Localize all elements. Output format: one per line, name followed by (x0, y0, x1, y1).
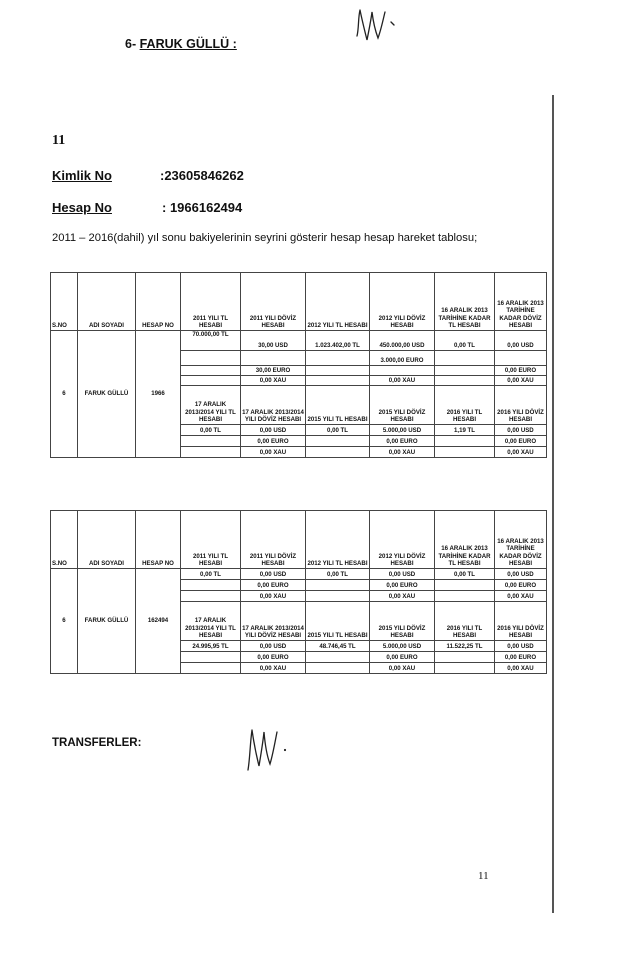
cell (306, 447, 370, 458)
cell: 0,00 USD (241, 425, 306, 436)
cell (306, 351, 370, 366)
col-16aralik-tl: 16 ARALIK 2013 TARİHİNE KADAR TL HESABI (435, 273, 495, 331)
cell (306, 366, 370, 376)
hesap-value: : 1966162494 (162, 200, 243, 215)
cell: 48.746,45 TL (306, 641, 370, 652)
cell: 24.995,95 TL (181, 641, 241, 652)
balance-table-1 (50, 272, 547, 458)
col-adi: ADI SOYADI (78, 511, 136, 569)
col-sno: S.NO (51, 511, 78, 569)
table-header-row (51, 511, 547, 569)
cell: 0,00 XAU (241, 663, 306, 674)
signature-mark-top (345, 6, 415, 52)
col-2012-doviz: 2012 YILI DÖVİZ HESABI (370, 511, 435, 569)
col-2011-tl: 2011 YILI TL HESABI (181, 273, 241, 331)
cell (435, 436, 495, 447)
cell: 0,00 EURO (241, 436, 306, 447)
cell (306, 376, 370, 386)
hesap-line (52, 200, 242, 215)
cell (181, 366, 241, 376)
cell: 0,00 EURO (370, 652, 435, 663)
cell (435, 366, 495, 376)
kimlik-line (52, 168, 244, 183)
signature-mark-bottom (240, 722, 310, 778)
col-2012-tl: 2012 YILI TL HESABI (306, 273, 370, 331)
cell (435, 591, 495, 602)
col-2011-tl: 2011 YILI TL HESABI (181, 511, 241, 569)
cell (306, 436, 370, 447)
table-row (51, 569, 547, 580)
col-2011-doviz: 2011 YILI DÖVİZ HESABI (241, 511, 306, 569)
heading-name: FARUK GÜLLÜ : (139, 37, 237, 51)
cell (306, 591, 370, 602)
col-2016-doviz: 2016 YILI DÖVİZ HESABI (495, 386, 547, 425)
section-number: 11 (52, 133, 66, 148)
col-17aralik-tl: 17 ARALIK 2013/2014 YILI TL HESABI (181, 386, 241, 425)
row-account: 162494 (136, 569, 181, 674)
row-sno: 6 (51, 569, 78, 674)
cell: 0,00 TL (181, 425, 241, 436)
cell (435, 652, 495, 663)
cell: 0,00 XAU (241, 447, 306, 458)
col-2015-doviz: 2015 YILI DÖVİZ HESABI (370, 386, 435, 425)
cell: 30,00 EURO (241, 366, 306, 376)
cell: 0,00 EURO (495, 436, 547, 447)
row-account: 1966 (136, 331, 181, 458)
cell: 70.000,00 TL (181, 331, 241, 351)
cell: 30,00 USD (241, 331, 306, 351)
cell: 450.000,00 USD (370, 331, 435, 351)
cell: 0,00 EURO (495, 366, 547, 376)
cell: 0,00 XAU (370, 591, 435, 602)
hesap-label: Hesap No (52, 200, 112, 215)
table-row (51, 331, 547, 351)
cell: 0,00 XAU (495, 376, 547, 386)
col-2012-tl: 2012 YILI TL HESABI (306, 511, 370, 569)
cell: 0,00 EURO (241, 580, 306, 591)
cell (435, 376, 495, 386)
cell: 0,00 USD (495, 425, 547, 436)
cell (306, 580, 370, 591)
col-17aralik-doviz: 17 ARALIK 2013/2014 YILI DÖVİZ HESABI (241, 386, 306, 425)
col-adi: ADI SOYADI (78, 273, 136, 331)
cell: 0,00 USD (241, 641, 306, 652)
col-17aralik-tl: 17 ARALIK 2013/2014 YILI TL HESABI (181, 602, 241, 641)
col-16aralik-doviz: 16 ARALIK 2013 TARİHİNE KADAR DÖVİZ HESABI (495, 511, 547, 569)
cell (241, 351, 306, 366)
cell: 0,00 XAU (370, 376, 435, 386)
cell: 0,00 TL (435, 569, 495, 580)
cell: 0,00 EURO (495, 580, 547, 591)
col-2012-doviz: 2012 YILI DÖVİZ HESABI (370, 273, 435, 331)
cell: 5.000,00 USD (370, 641, 435, 652)
cell: 0,00 XAU (370, 663, 435, 674)
cell: 0,00 TL (181, 569, 241, 580)
row-name: FARUK GÜLLÜ (78, 569, 136, 674)
cell (435, 351, 495, 366)
cell (181, 376, 241, 386)
col-16aralik-doviz: 16 ARALIK 2013 TARİHİNE KADAR DÖVİZ HESABI (495, 273, 547, 331)
row-name: FARUK GÜLLÜ (78, 331, 136, 458)
cell: 5.000,00 USD (370, 425, 435, 436)
cell (181, 351, 241, 366)
cell: 0,00 USD (370, 569, 435, 580)
kimlik-label: Kimlik No (52, 168, 112, 183)
person-heading (125, 37, 237, 51)
intro-paragraph: 2011 – 2016(dahil) yıl sonu bakiyelerinin seyrini gösterir hesap hesap hareket tablosu; (52, 232, 478, 244)
cell: 11.522,25 TL (435, 641, 495, 652)
cell (306, 663, 370, 674)
cell (181, 580, 241, 591)
col-2011-doviz: 2011 YILI DÖVİZ HESABI (241, 273, 306, 331)
cell: 0,00 TL (435, 331, 495, 351)
col-2015-tl: 2015 YILI TL HESABI (306, 386, 370, 425)
cell (306, 652, 370, 663)
cell (181, 436, 241, 447)
col-hesapno: HESAP NO (136, 273, 181, 331)
col-hesapno: HESAP NO (136, 511, 181, 569)
cell (181, 591, 241, 602)
cell (181, 652, 241, 663)
row-sno: 6 (51, 331, 78, 458)
cell: 0,00 XAU (495, 591, 547, 602)
col-2016-tl: 2016 YILI TL HESABI (435, 602, 495, 641)
cell: 0,00 XAU (495, 447, 547, 458)
cell (370, 366, 435, 376)
col-2016-doviz: 2016 YILI DÖVİZ HESABI (495, 602, 547, 641)
col-16aralik-tl: 16 ARALIK 2013 TARİHİNE KADAR TL HESABI (435, 511, 495, 569)
cell: 0,00 TL (306, 569, 370, 580)
col-sno: S.NO (51, 273, 78, 331)
cell: 0,00 XAU (241, 591, 306, 602)
cell: 1,19 TL (435, 425, 495, 436)
page-number: 11 (478, 870, 489, 882)
cell: 0,00 EURO (370, 580, 435, 591)
cell: 0,00 XAU (495, 663, 547, 674)
table-header-row (51, 273, 547, 331)
cell (435, 663, 495, 674)
heading-number: 6- (125, 37, 137, 51)
cell (495, 351, 547, 366)
kimlik-value: :23605846262 (160, 168, 244, 183)
transfers-label: TRANSFERLER: (52, 737, 142, 749)
cell: 0,00 EURO (370, 436, 435, 447)
cell: 3.000,00 EURO (370, 351, 435, 366)
cell: 0,00 USD (495, 641, 547, 652)
cell (435, 447, 495, 458)
page-edge-line (552, 95, 554, 913)
cell (181, 447, 241, 458)
col-2015-doviz: 2015 YILI DÖVİZ HESABI (370, 602, 435, 641)
cell: 0,00 XAU (241, 376, 306, 386)
cell: 0,00 XAU (370, 447, 435, 458)
cell (181, 663, 241, 674)
cell: 0,00 TL (306, 425, 370, 436)
balance-table-2 (50, 510, 547, 674)
col-17aralik-doviz: 17 ARALIK 2013/2014 YILI DÖVİZ HESABI (241, 602, 306, 641)
cell: 0,00 USD (495, 569, 547, 580)
cell (435, 580, 495, 591)
cell: 1.023.402,00 TL (306, 331, 370, 351)
col-2016-tl: 2016 YILI TL HESABI (435, 386, 495, 425)
cell: 0,00 USD (241, 569, 306, 580)
cell: 0,00 EURO (241, 652, 306, 663)
cell: 0,00 USD (495, 331, 547, 351)
col-2015-tl: 2015 YILI TL HESABI (306, 602, 370, 641)
cell: 0,00 EURO (495, 652, 547, 663)
